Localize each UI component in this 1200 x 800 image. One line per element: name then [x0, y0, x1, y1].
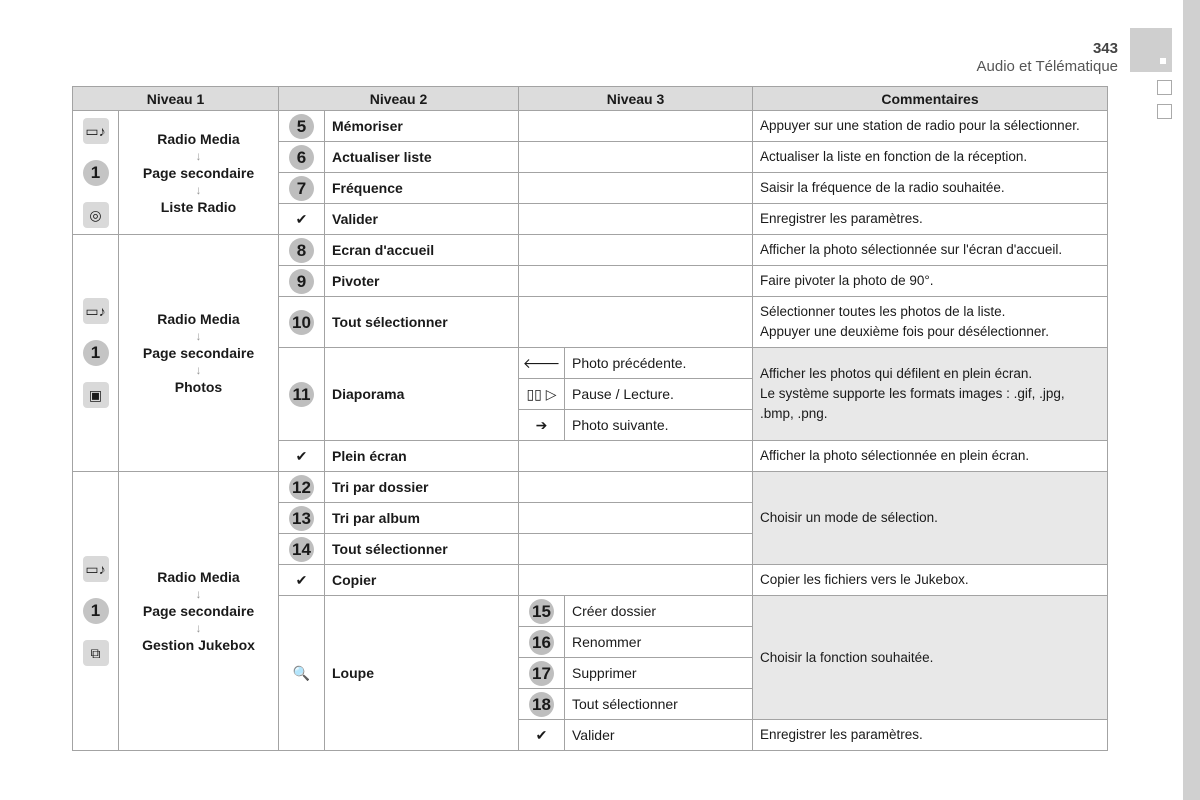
section-title: Audio et Télématique	[976, 58, 1118, 75]
level3-empty	[519, 266, 753, 297]
level3-empty	[519, 111, 753, 142]
level1-path	[119, 111, 279, 235]
step-number	[279, 503, 325, 534]
checkmark-icon: ✔	[279, 441, 325, 472]
previous-arrow-icon: 🡐	[519, 348, 565, 379]
level3-label: Valider	[565, 720, 753, 751]
step-number	[279, 111, 325, 142]
level2-label: Fréquence	[325, 173, 519, 204]
chapter-tab-box	[1157, 104, 1172, 119]
level1-icons	[73, 111, 119, 235]
path-step: Liste Radio	[160, 198, 237, 215]
number-badge: 9	[289, 269, 314, 294]
comment-line: Appuyer une deuxième fois pour désélectionner.	[760, 324, 1049, 339]
number-1-icon: 1	[83, 340, 109, 366]
level3-empty	[519, 173, 753, 204]
table-header-row	[73, 87, 1108, 111]
level3-label: Tout sélectionner	[565, 689, 753, 720]
step-number	[279, 173, 325, 204]
level1-icons	[73, 472, 119, 751]
comment: Enregistrer les paramètres.	[753, 720, 1108, 751]
path-step: Page secondaire	[142, 345, 255, 361]
level2-label: Ecran d'accueil	[325, 235, 519, 266]
comment: Copier les fichiers vers le Jukebox.	[753, 565, 1108, 596]
comment-line: Sélectionner toutes les photos de la liste.	[760, 304, 1006, 319]
level2-label: Copier	[325, 565, 519, 596]
checkmark-icon: ✔	[279, 565, 325, 596]
path-step: Radio Media	[157, 569, 240, 585]
level2-label: Tout sélectionner	[325, 534, 519, 565]
comment: Actualiser la liste en fonction de la réception.	[753, 142, 1108, 173]
number-badge: 7	[289, 176, 314, 201]
step-number	[519, 658, 565, 689]
number-1-icon: 1	[83, 160, 109, 186]
level1-path	[119, 472, 279, 751]
level3-empty	[519, 565, 753, 596]
step-number	[279, 472, 325, 503]
path-step: Gestion Jukebox	[142, 637, 255, 653]
comment: Saisir la fréquence de la radio souhaitée.	[753, 173, 1108, 204]
level3-empty	[519, 441, 753, 472]
media-icon: ▭♪	[83, 298, 109, 324]
pause-play-icon: ▯▯ ▷	[519, 379, 565, 410]
comment-line: Afficher les photos qui défilent en plein écran.	[760, 366, 1033, 381]
comment-line: Le système supporte les formats images : .gif, .jpg, .bmp, .png.	[760, 386, 1065, 421]
path-step: Page secondaire	[142, 164, 255, 181]
number-badge: 17	[529, 661, 554, 686]
level1-path	[119, 235, 279, 472]
col-header: Niveau 1	[73, 87, 279, 111]
number-badge: 13	[289, 506, 314, 531]
level3-label: Supprimer	[565, 658, 753, 689]
level3-label: Pause / Lecture.	[565, 379, 753, 410]
comment: Choisir la fonction souhaitée.	[753, 596, 1108, 720]
level3-label: Renommer	[565, 627, 753, 658]
number-badge: 14	[289, 537, 314, 562]
menu-table	[72, 86, 1108, 751]
table-row	[73, 472, 1108, 503]
level3-label: Photo suivante.	[565, 410, 753, 441]
number-badge: 10	[289, 310, 314, 335]
comment: Afficher la photo sélectionnée en plein écran.	[753, 441, 1108, 472]
arrow-down-icon: ↓	[195, 329, 202, 343]
checkmark-icon: ✔	[279, 204, 325, 235]
comment: Faire pivoter la photo de 90°.	[753, 266, 1108, 297]
level1-icons	[73, 235, 119, 472]
step-number	[279, 348, 325, 441]
level3-empty	[519, 534, 753, 565]
level2-label: Tout sélectionner	[325, 297, 519, 348]
next-arrow-icon: ➔	[519, 410, 565, 441]
table-row	[73, 235, 1108, 266]
comment	[753, 297, 1108, 348]
step-number	[279, 142, 325, 173]
number-badge: 12	[289, 475, 314, 500]
comment: Choisir un mode de sélection.	[753, 472, 1108, 565]
table-row	[73, 111, 1108, 142]
path-step: Photos	[174, 379, 223, 395]
number-badge: 6	[289, 145, 314, 170]
level2-label: Actualiser liste	[325, 142, 519, 173]
number-badge: 11	[289, 382, 314, 407]
radio-icon: ◎	[83, 202, 109, 228]
level3-empty	[519, 503, 753, 534]
media-icon: ▭♪	[83, 118, 109, 144]
level3-label: Créer dossier	[565, 596, 753, 627]
number-badge: 15	[529, 599, 554, 624]
number-badge: 8	[289, 238, 314, 263]
media-icon: ▭♪	[83, 556, 109, 582]
level2-label: Plein écran	[325, 441, 519, 472]
checkmark-icon: ✔	[519, 720, 565, 751]
number-badge: 16	[529, 630, 554, 655]
page-number: 343	[1092, 40, 1118, 57]
photos-icon: ▣	[83, 382, 109, 408]
arrow-down-icon: ↓	[195, 587, 202, 601]
level3-label: Photo précédente.	[565, 348, 753, 379]
col-header: Commentaires	[753, 87, 1108, 111]
number-badge: 18	[529, 692, 554, 717]
step-number	[519, 627, 565, 658]
comment: Enregistrer les paramètres.	[753, 204, 1108, 235]
number-1-icon: 1	[83, 598, 109, 624]
comment: Appuyer sur une station de radio pour la sélectionner.	[753, 111, 1108, 142]
path-step: Radio Media	[157, 311, 240, 327]
arrow-down-icon: ↓	[195, 363, 202, 377]
chapter-tab	[1130, 28, 1172, 72]
step-number	[279, 297, 325, 348]
chapter-tab-box	[1157, 80, 1172, 95]
page-edge-bar	[1183, 0, 1200, 800]
step-number	[279, 534, 325, 565]
level2-label: Pivoter	[325, 266, 519, 297]
level2-label: Loupe	[325, 596, 519, 751]
step-number	[519, 689, 565, 720]
number-badge: 5	[289, 114, 314, 139]
col-header: Niveau 3	[519, 87, 753, 111]
jukebox-icon: ⧉	[83, 640, 109, 666]
level2-label: Tri par dossier	[325, 472, 519, 503]
comment	[753, 348, 1108, 441]
magnifier-icon: 🔍	[279, 596, 325, 751]
level3-empty	[519, 472, 753, 503]
step-number	[519, 596, 565, 627]
step-number	[279, 235, 325, 266]
path-step: Page secondaire	[142, 603, 255, 619]
level2-label: Valider	[325, 204, 519, 235]
col-header: Niveau 2	[279, 87, 519, 111]
level2-label: Diaporama	[325, 348, 519, 441]
arrow-down-icon: ↓	[195, 148, 202, 163]
level3-empty	[519, 297, 753, 348]
level3-empty	[519, 142, 753, 173]
step-number	[279, 266, 325, 297]
level2-label: Tri par album	[325, 503, 519, 534]
comment: Afficher la photo sélectionnée sur l'écran d'accueil.	[753, 235, 1108, 266]
level2-label: Mémoriser	[325, 111, 519, 142]
path-step: Radio Media	[157, 130, 240, 147]
arrow-down-icon: ↓	[195, 621, 202, 635]
level3-empty	[519, 204, 753, 235]
arrow-down-icon: ↓	[195, 182, 202, 197]
level3-empty	[519, 235, 753, 266]
